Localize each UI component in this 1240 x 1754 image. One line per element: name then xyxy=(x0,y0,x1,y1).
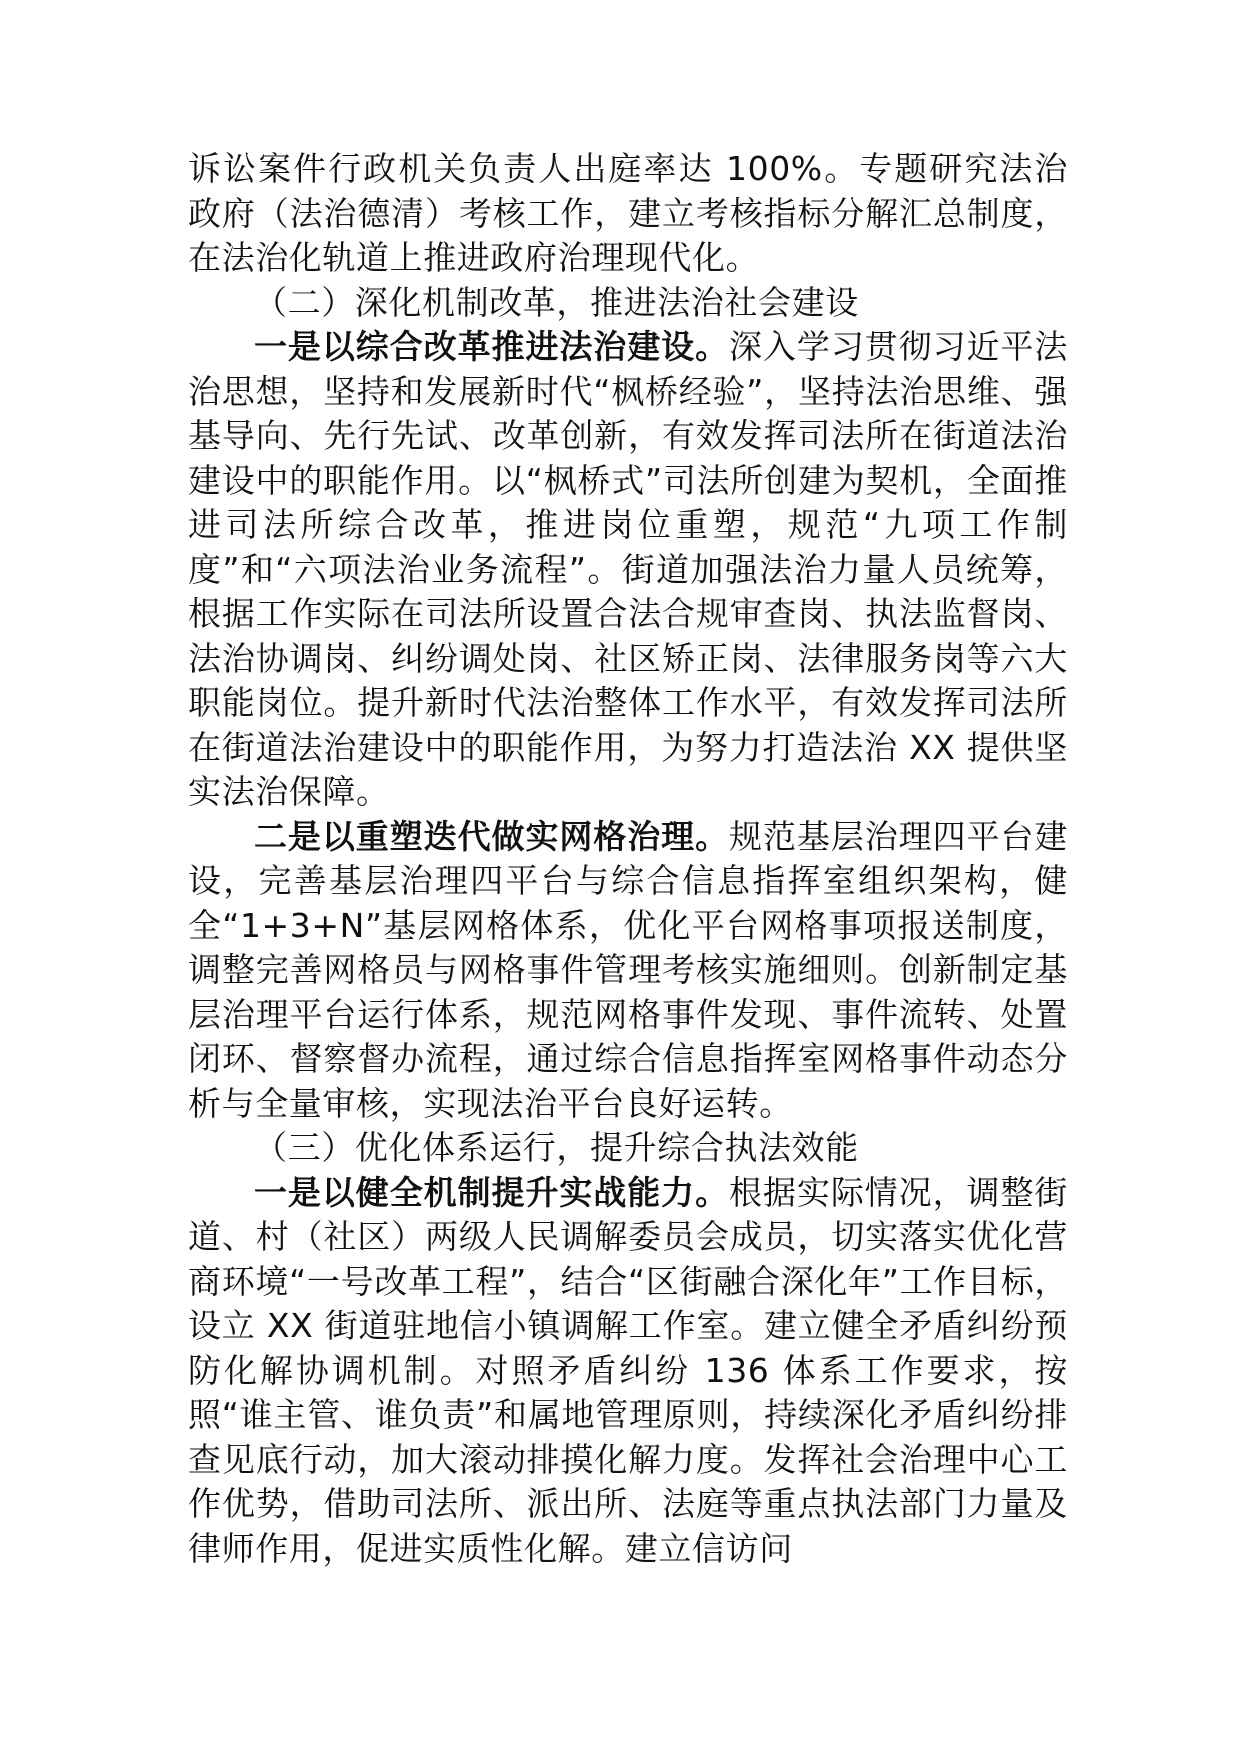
paragraph-lead: 一是以健全机制提升实战能力。 xyxy=(254,1172,730,1212)
paragraph-text: 规范基层治理四平台建设，完善基层治理四平台与综合信息指挥室组织架构，健全“1+3+N”基层网格体系，优化平台网格事项报送制度，调整完善网格员与网格事件管理考核实施细则。创新制定基层治理平台运行体系，规范网格事件发现、事件流转、处置闭环、督察督办流程，通过综合信息指挥室网格事件动态分析与全量审核，实现法治平台良好运转。 xyxy=(188,816,1069,1123)
paragraph-comprehensive-reform xyxy=(188,325,1068,815)
paragraph-mechanism-capability xyxy=(188,1171,1068,1572)
paragraph-text: 根据实际情况，调整街道、村（社区）两级人民调解委员会成员，切实落实优化营商环境“一号改革工程”，结合“区街融合深化年”工作目标，设立 XX 街道驻地信小镇调解工作室。建立健全矛盾纠纷预防化解协调机制。对照矛盾纠纷 136 体系工作要求，按照“谁主管、谁负责”和属地管理原则，持续深化矛盾纠纷排查见底行动，加大滚动排摸化解力度。发挥社会治理中心工作优势，借助司法所、派出所、法庭等重点执法部门力量及律师作用，促进实质性化解。建立信访问 xyxy=(188,1172,1069,1568)
paragraph-lead: 一是以综合改革推进法治建设。 xyxy=(254,327,730,366)
paragraph-grid-governance xyxy=(188,815,1068,1127)
paragraph-text: 深入学习贯彻习近平法治思想，坚持和发展新时代“枫桥经验”，坚持法治思维、强基导向、先行先试、改革创新，有效发挥司法所在街道法治建设中的职能作用。以“枫桥式”司法所创建为契机，全面推进司法所综合改革，推进岗位重塑，规范“九项工作制度”和“六项法治业务流程”。街道加强法治力量人员统筹，根据工作实际在司法所设置合法合规审查岗、执法监督岗、法治协调岗、纠纷调处岗、社区矫正岗、法律服务岗等六大职能岗位。提升新时代法治整体工作水平，有效发挥司法所在街道法治建设中的职能作用，为努力打造法治 XX 提供坚实法治保障。 xyxy=(188,327,1069,811)
document-body xyxy=(188,147,1068,1571)
section-heading-3: （三）优化体系运行，提升综合执法效能 xyxy=(254,1128,859,1167)
paragraph-lead: 二是以重塑迭代做实网格治理。 xyxy=(254,816,730,856)
section-heading-2: （二）深化机制改革，推进法治社会建设 xyxy=(254,282,859,322)
paragraph-continuation: 诉讼案件行政机关负责人出庭率达 100%。专题研究法治政府（法治德清）考核工作，建立考核指标分解汇总制度，在法治化轨道上推进政府治理现代化。 xyxy=(188,149,1068,277)
